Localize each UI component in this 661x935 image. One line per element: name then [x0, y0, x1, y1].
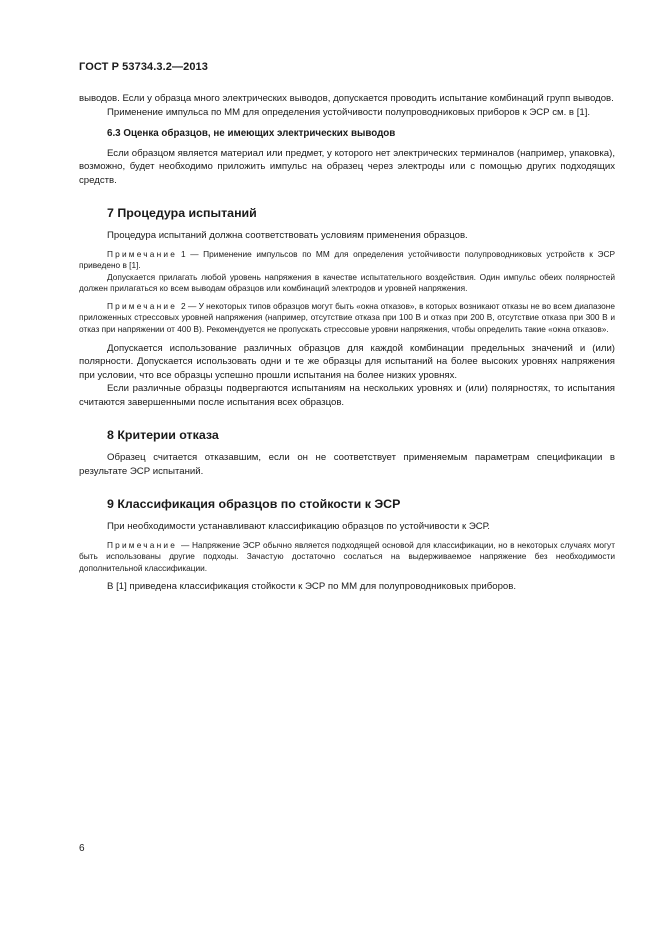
page-number: 6 [79, 843, 85, 854]
paragraph-different-samples: Допускается использование различных образцов для каждой комбинации предельных значений и (или) полярности. Допускается использовать одни и те же образцы для испытаний на более высоких уровнях напряжения при условии, что все образцы успешно прошли испытания на более низких уровнях. [79, 342, 615, 381]
paragraph-classification-reference: В [1] приведена классификация стойкости к ЭСР по ММ для полупроводниковых приборов. [107, 581, 517, 593]
paragraph-test-procedure: Процедура испытаний должна соответствовать условиям применения образцов. [107, 230, 468, 241]
subsection-6-3-heading: 6.3 Оценка образцов, не имеющих электрических выводов [107, 128, 396, 139]
standard-header: ГОСТ Р 53734.3.2—2013 [79, 61, 208, 73]
paragraph-continuation: выводов. Если у образца много электрических выводов, допускается проводить испытание комбинаций групп выводов. [79, 93, 614, 104]
note-2: Примечание 2 — У некоторых типов образцов могут быть «окна отказов», в которых возникают отказы не во всем диапазоне приложенных стрессовых уровней напряжения (например, отсутствие отказа при 100 В и отказ при 200 В, отсутствие отказа при 300 В и отказ при напряжении от 400 В). Рекомендуется не пропускать стрессовые уровни напряжения, чтобы определить такие «окна отказов». [79, 300, 615, 335]
note-1-continuation: Допускается прилагать любой уровень напряжения в качестве испытательного воздействия. Один импульс обеих полярностей должен прилагаться ко всем выводам образцов или комбинаций электродов и уровней напряжения. [79, 271, 615, 294]
section-9-heading: 9 Классификация образцов по стойкости к ЭСР [107, 497, 401, 512]
note-label: Примечание [107, 300, 178, 311]
note-label: Примечание [107, 539, 178, 550]
paragraph-failure-criteria: Образец считается отказавшим, если он не соответствует применяемым параметрам спецификации в результате ЭСР испытаний. [79, 452, 615, 477]
paragraph-classification: При необходимости устанавливают классификацию образцов по устойчивости к ЭСР. [107, 521, 490, 533]
section-8-heading: 8 Критерии отказа [107, 428, 219, 443]
note-3: Примечание — Напряжение ЭСР обычно является подходящей основой для классификации, но в некоторых случаях могут быть использованы другие подходы. Зачастую достаточно сослаться на выдерживаемое напряжение без необходимости дополнительной классификации. [79, 539, 615, 573]
paragraph-tests-complete: Если различные образцы подвергаются испытаниям на нескольких уровнях и (или) полярностях, то испытания считаются завершенными после испытания всех образцов. [79, 383, 615, 408]
note-1: Примечание 1 — Применение импульсов по ММ для определения устойчивости полупроводниковых устройств к ЭСР приведено в [1]. [79, 248, 615, 271]
section-7-heading: 7 Процедура испытаний [107, 206, 257, 220]
document-body [79, 92, 615, 594]
note-label: Примечание [107, 248, 178, 259]
paragraph-no-terminals: Если образцом является материал или предмет, у которого нет электрических терминалов (например, упаковка), возможно, будет необходимо приложить импульс на образец через электроды или с помощью других подходящих средств. [79, 147, 615, 186]
paragraph-mm-reference: Применение импульса по ММ для определения устойчивости полупроводниковых приборов к ЭСР см. в [1]. [107, 106, 591, 118]
